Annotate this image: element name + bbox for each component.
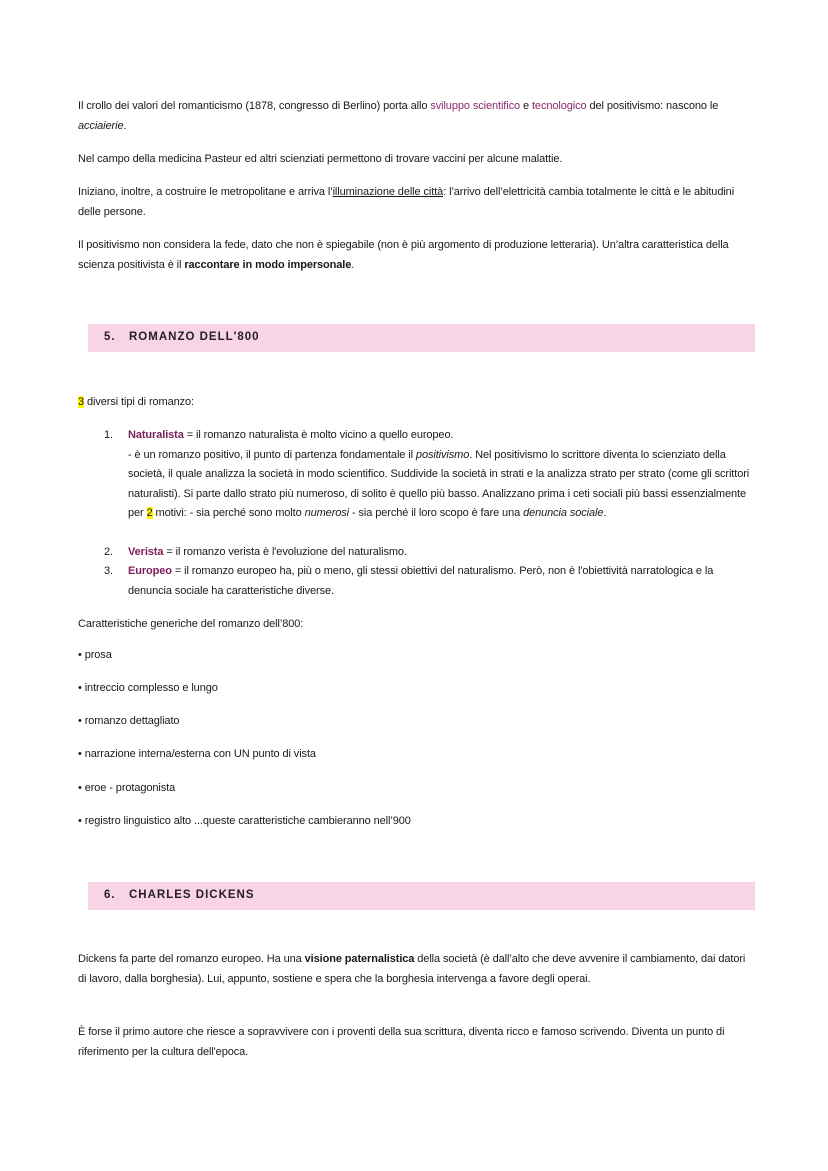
text: Iniziano, inoltre, a costruire le metropolitane e arriva l’ (78, 186, 333, 198)
paragraph-cities (78, 183, 750, 222)
list-item (104, 562, 750, 601)
highlighted-number: 3 (78, 396, 85, 408)
paragraph-dickens-2: È forse il primo autore che riesce a sopravvivere con i proventi della sua scrittura, diventa ricco e famoso scrivendo. Diventa un punto di riferimento per la cultura dell'epoca. (78, 1026, 725, 1058)
list-number: 2. (104, 546, 113, 558)
novel-types-intro (78, 393, 750, 413)
paragraph-faith (78, 236, 750, 275)
text: motivi: - sia perché sono molto (152, 507, 305, 520)
text: diversi tipi di romanzo: (84, 396, 195, 408)
text: = il romanzo europeo ha, più o meno, gli stessi obiettivi del naturalismo. Però, non è l'obiettività narratologica e la denuncia sociale ha caratteristiche diverse. (128, 565, 714, 597)
paragraph-medicine: Nel campo della medicina Pasteur ed altri scienziati permettono di trovare vaccini per alcune malattie. (78, 153, 563, 165)
section-number: 5. (104, 331, 116, 343)
bullet-item: • prosa (78, 649, 112, 661)
list-number: 3. (104, 565, 113, 577)
section-heading-6 (88, 882, 755, 910)
bullet-item: • registro linguistico alto ...queste caratteristiche cambieranno nell’900 (78, 815, 411, 827)
text: = il romanzo verista è l'evoluzione del naturalismo. (163, 546, 407, 558)
italic-text: numerosi (304, 507, 350, 520)
text: . Nel positivismo lo scrittore diventa lo scienziato della società, il quale analizza la società in modo scientifico. Suddivide la società in strati e la analizza strato per strato (come gli scrittori naturalisti). Si parte dallo strato più numeroso, di solito è quello più basso. Analizzano prima i ceti sociali più bassi essenzialmente per (128, 448, 750, 520)
section-heading-5 (88, 324, 755, 352)
list-item (104, 426, 750, 524)
term: Verista (128, 546, 164, 558)
highlight-text: tecnologico (531, 100, 587, 112)
highlighted-number: 2 (146, 507, 153, 520)
text: : l’arrivo dell’elettricità cambia totalmente le città e le abitudini delle persone. (78, 186, 735, 218)
text: . (351, 258, 355, 271)
section-title: ROMANZO DELL'800 (129, 331, 260, 343)
text: Il crollo dei valori del romanticismo (1878, congresso di Berlino) porta allo (78, 100, 431, 112)
italic-text: denuncia sociale (523, 507, 604, 520)
text: - è un romanzo positivo, il punto di partenza fondamentale il (128, 448, 416, 461)
term: Europeo (128, 565, 172, 577)
term: Naturalista (128, 429, 184, 441)
underlined-text: illuminazione delle città (332, 186, 444, 198)
bullet-item: • narrazione interna/esterna con UN punto di vista (78, 748, 316, 760)
text: e (520, 100, 532, 112)
features-intro: Caratteristiche generiche del romanzo dell’800: (78, 618, 304, 630)
bullet-item: • intreccio complesso e lungo (78, 682, 218, 694)
section-title: CHARLES DICKENS (129, 889, 255, 901)
italic-text: acciaierie (78, 119, 124, 132)
bold-text: raccontare in modo impersonale (184, 258, 352, 271)
text: Il positivismo non considera la fede, dato che non è spiegabile (non è più argomento di produzione letteraria). Un’altra caratteristica della scienza positivista è il (78, 239, 729, 271)
bullet-item: • romanzo dettagliato (78, 715, 180, 727)
italic-text: positivismo (415, 448, 470, 461)
paragraph-dickens-1 (78, 950, 750, 989)
section-number: 6. (104, 889, 116, 901)
text: . (123, 119, 127, 132)
highlight-text: sviluppo scientifico (430, 100, 521, 112)
bold-text: visione paternalistica (304, 953, 415, 965)
text: = il romanzo naturalista è molto vicino a quello europeo. (183, 429, 454, 441)
text: . (603, 507, 607, 520)
list-item (104, 543, 750, 563)
text: - sia perché il loro scopo è fare una (349, 507, 524, 520)
bullet-item: • eroe - protagonista (78, 782, 176, 794)
text: della società (è dall’alto che deve avvenire il cambiamento, dai datori di lavoro, dalla borghesia). Lui, appunto, sostiene e spera che la borghesia intervenga a favore degli operai. (78, 953, 746, 985)
list-number: 1. (104, 429, 113, 441)
paragraph-positivism (78, 97, 750, 136)
text: Dickens fa parte del romanzo europeo. Ha una (78, 953, 305, 965)
text: del positivismo: nascono le (586, 100, 719, 112)
